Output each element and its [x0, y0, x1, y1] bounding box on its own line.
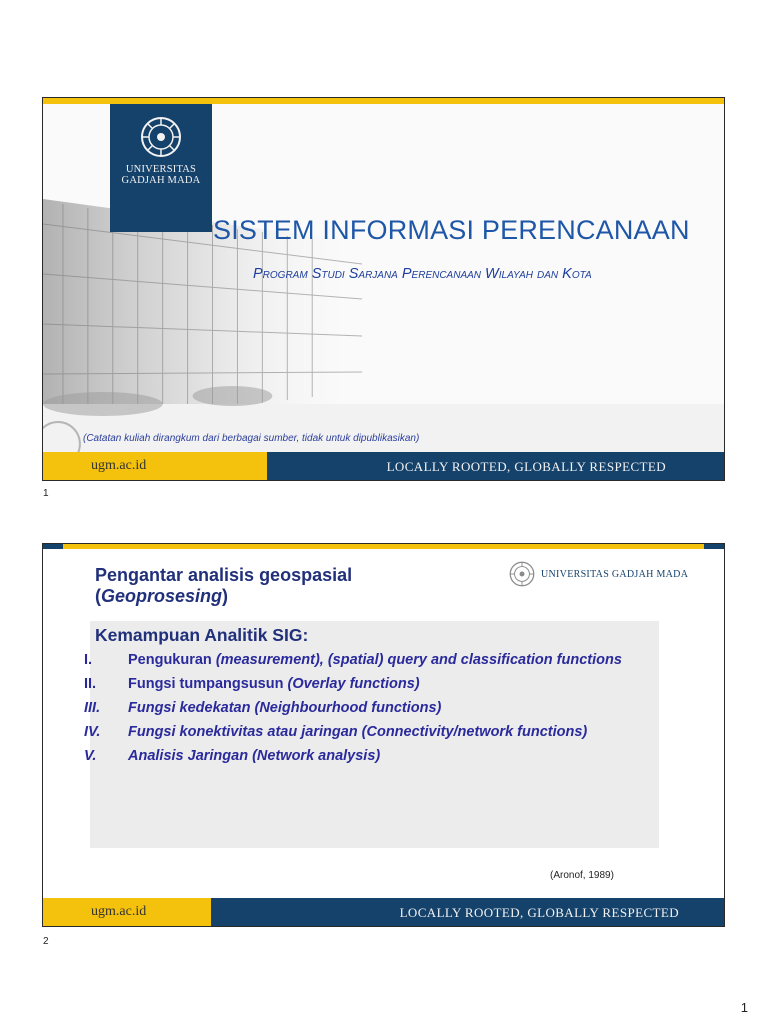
- top-accent-bar: [43, 544, 724, 549]
- slide-number-1: 1: [43, 488, 49, 499]
- list-item: I. Pengukuran (measurement), (spatial) query and classification functions: [84, 652, 622, 668]
- footer-slogan: LOCALLY ROOTED, GLOBALLY RESPECTED: [399, 905, 679, 920]
- lecture-note: (Catatan kuliah dirangkum dari berbagai sumber, tidak untuk dipublikasikan): [83, 433, 420, 444]
- section-title: Kemampuan Analitik SIG:: [95, 625, 309, 645]
- slide-2: [42, 543, 725, 927]
- list-item: IV. Fungsi konektivitas atau jaringan (Connectivity/network functions): [84, 724, 588, 740]
- list-item: III. Fungsi kedekatan (Neighbourhood functions): [84, 700, 442, 716]
- logo-text: UNIVERSITAS GADJAH MADA: [541, 568, 689, 580]
- footer-gold-block: [43, 452, 267, 480]
- slide-footer: [43, 898, 724, 926]
- citation: (Aronof, 1989): [550, 870, 614, 881]
- ugm-logo: [110, 104, 212, 232]
- slide-footer: [43, 452, 724, 480]
- list-item: II. Fungsi tumpangsusun (Overlay functions): [84, 676, 420, 692]
- page-number: 1: [740, 1000, 748, 1015]
- list-item: V. Analisis Jaringan (Network analysis): [84, 748, 381, 764]
- logo-line-1: UNIVERSITAS: [125, 164, 197, 175]
- footer-site-link[interactable]: ugm.ac.id: [91, 904, 147, 919]
- slide-1: [42, 97, 725, 481]
- slide-number-2: 2: [43, 936, 49, 947]
- footer-slogan: LOCALLY ROOTED, GLOBALLY RESPECTED: [386, 459, 666, 474]
- program-subtitle: Program Studi Sarjana Perencanaan Wilayah dan Kota: [253, 266, 592, 282]
- slide-heading: [95, 565, 352, 607]
- ugm-header-logo: [509, 561, 688, 587]
- footer-site-link[interactable]: ugm.ac.id: [91, 458, 147, 473]
- capability-list: [84, 651, 644, 771]
- ugm-seal-icon: [509, 561, 535, 587]
- heading-line-1: Pengantar analisis geospasial: [95, 565, 353, 585]
- logo-line-2: GADJAH MADA: [121, 175, 201, 186]
- top-accent-left: [43, 544, 63, 549]
- top-accent-right: [704, 544, 724, 549]
- ugm-seal-icon: [140, 116, 182, 158]
- page-title: SISTEM INFORMASI PERENCANAAN: [213, 215, 690, 245]
- heading-line-2: (Geoprosesing): [95, 586, 229, 606]
